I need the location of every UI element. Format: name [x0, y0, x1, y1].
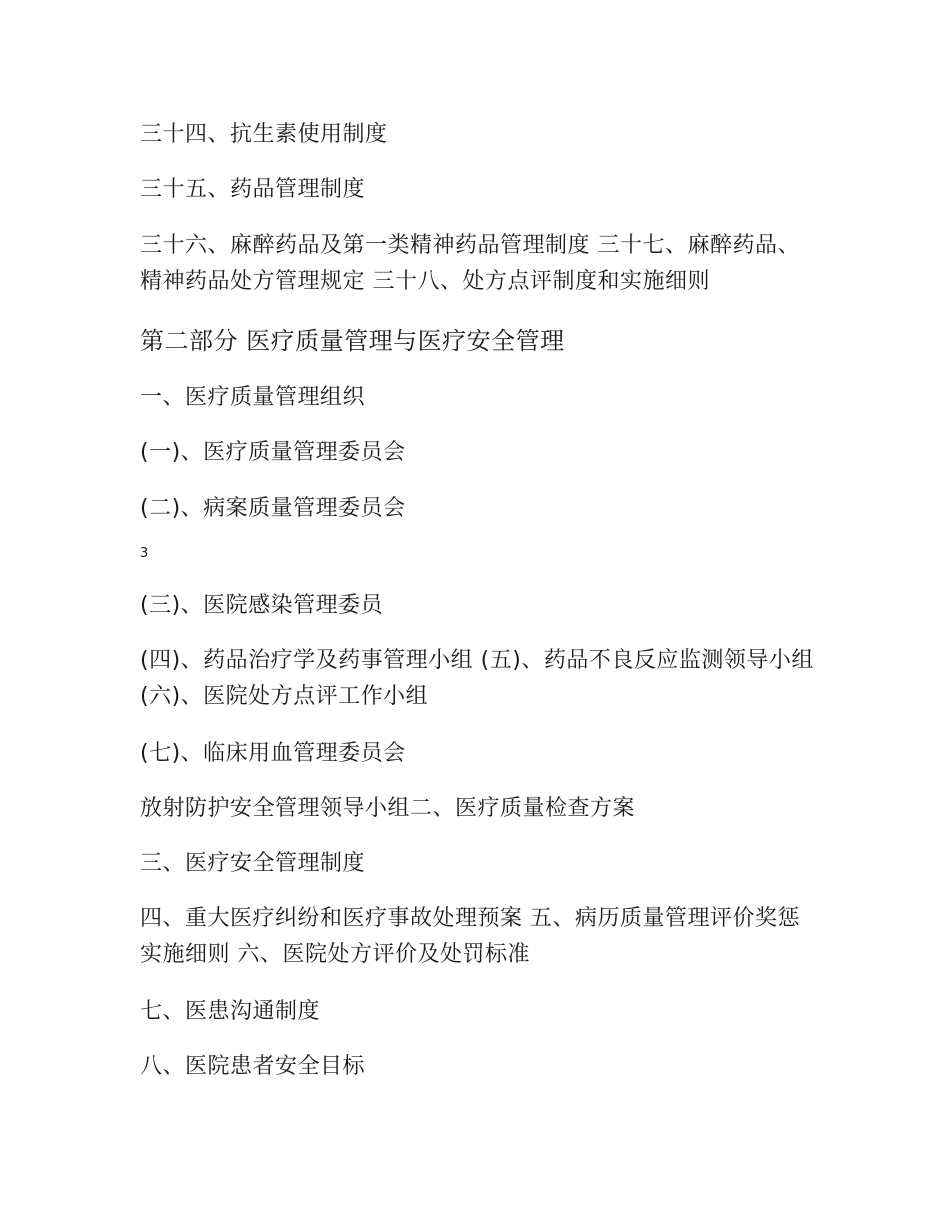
- toc-item-35: 三十五、药品管理制度: [140, 177, 366, 202]
- toc-subitem-3: (三)、医院感染管理委员: [140, 593, 384, 618]
- toc-subitem-2: (二)、病案质量管理委员会: [140, 496, 406, 521]
- page-number: 3: [140, 546, 149, 561]
- toc-item-7: 七、医患沟通制度: [140, 999, 321, 1024]
- toc-item-8: 八、医院患者安全目标: [140, 1054, 366, 1079]
- toc-item-3: 三、医疗安全管理制度: [140, 851, 366, 876]
- toc-item-4-6: 四、重大医疗纠纷和医疗事故处理预案 五、病历质量管理评价奖惩实施细则 六、医院处方评价及处罚标准: [140, 906, 800, 967]
- section-title-part-two: 第二部分 医疗质量管理与医疗安全管理: [140, 327, 565, 355]
- toc-item-36-38: 三十六、麻醉药品及第一类精神药品管理制度 三十七、麻醉药品、精神药品处方管理规定 三十八、处方点评制度和实施细则: [140, 233, 800, 294]
- toc-item-1: 一、医疗质量管理组织: [140, 385, 366, 410]
- toc-subitem-7: (七)、临床用血管理委员会: [140, 741, 406, 766]
- toc-item-34: 三十四、抗生素使用制度: [140, 122, 388, 147]
- toc-subitem-4-6: (四)、药品治疗学及药事管理小组 (五)、药品不良反应监测领导小组 (六)、医院处方点评工作小组: [140, 648, 814, 709]
- toc-item-radiation-2: 放射防护安全管理领导小组二、医疗质量检查方案: [140, 796, 636, 821]
- toc-subitem-1: (一)、医疗质量管理委员会: [140, 440, 406, 465]
